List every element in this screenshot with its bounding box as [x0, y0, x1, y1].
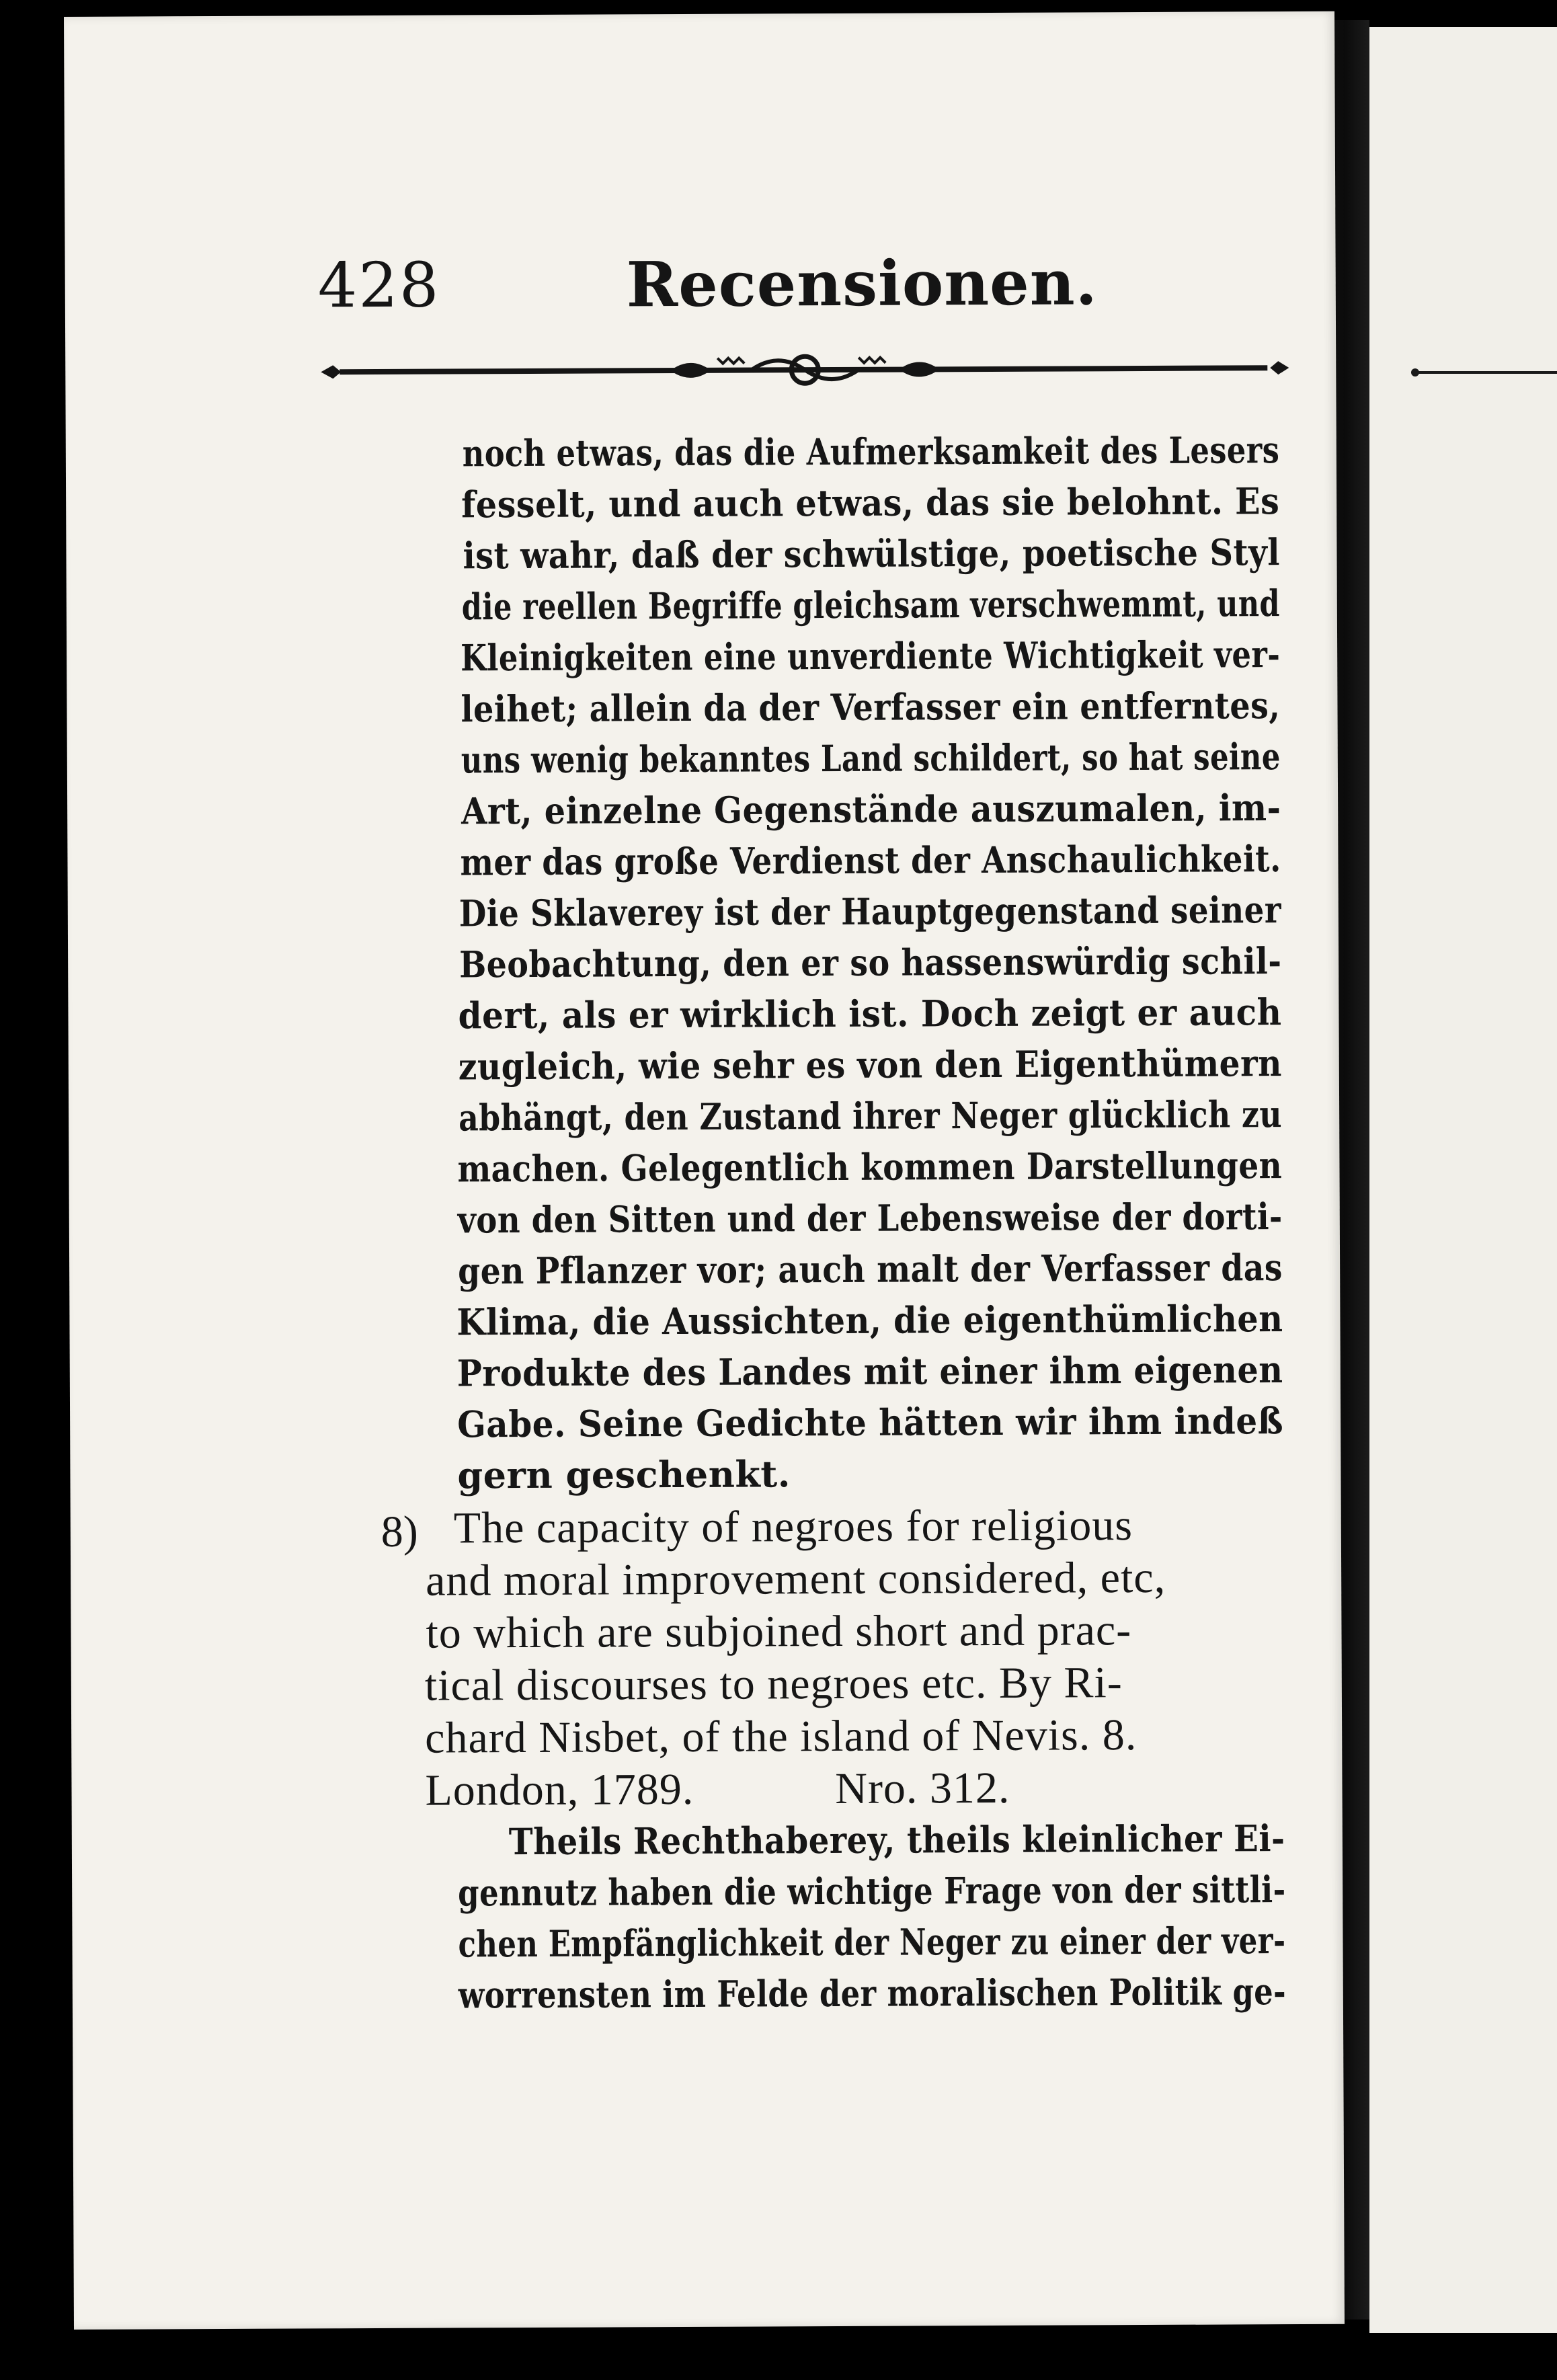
page-body [64, 11, 1345, 2330]
text-line: Art, einzelne Gegenstände auszumalen, im- [461, 786, 1281, 833]
text-line: chen Empfänglichkeit der Neger zu einer der ver- [458, 1919, 1286, 1966]
page-number: 428 [317, 249, 440, 322]
text-line: worrensten im Felde der moralischen Politik ge- [458, 1970, 1287, 2017]
entry-number: 8) [381, 1507, 418, 1556]
title-line: tical discourses to negroes etc. By Ri- [424, 1658, 1123, 1710]
text-line: dert, als er wirklich ist. Doch zeigt er auch [458, 990, 1282, 1037]
title-line: chard Nisbet, of the island of Nevis. 8. [425, 1710, 1137, 1763]
title-line: The capacity of negroes for religious [453, 1501, 1133, 1553]
text-line: von den Sitten und der Lebensweise der dorti- [457, 1195, 1283, 1242]
running-head: Recensionen. [626, 246, 1098, 321]
text-line: Klima, die Aussichten, die eigenthümlichen [456, 1297, 1283, 1344]
text-line: Produkte des Landes mit einer ihm eigenen [456, 1348, 1283, 1395]
text-line: machen. Gelegentlich kommen Darstellungen [457, 1144, 1283, 1191]
text-line: uns wenig bekanntes Land schildert, so hat seine [461, 735, 1281, 782]
title-line: London, 1789. Nro. 312. [425, 1763, 1010, 1815]
facing-page-ornament-rule [1410, 368, 1557, 376]
text-line: ist wahr, daß der schwülstige, poetische Styl [463, 530, 1281, 578]
title-line: to which are subjoined short and prac- [426, 1605, 1132, 1658]
text-line: fesselt, und auch etwas, das sie belohnt. Es [461, 479, 1280, 526]
text-line: zugleich, wie sehr es von den Eigenthümern [458, 1041, 1283, 1088]
facing-page-edge [1369, 27, 1557, 2333]
text-line: abhängt, den Zustand ihrer Neger glücklich zu [458, 1093, 1283, 1140]
text-line: noch etwas, das die Aufmerksamkeit des Lesers [462, 428, 1280, 475]
text-line: Beobachtung, den er so hassenswürdig schil- [459, 939, 1282, 986]
text-line: gern geschenkt. [457, 1452, 791, 1497]
book-page [64, 11, 1345, 2330]
text-line: mer das große Verdienst der Anschaulichkeit. [460, 837, 1281, 884]
text-line: gen Pflanzer vor; auch malt der Verfasser das [458, 1246, 1283, 1293]
text-line: Kleinigkeiten eine unverdiente Wichtigkeit ver- [461, 633, 1281, 680]
title-line: and moral improvement considered, etc, [425, 1552, 1166, 1605]
text-line: die reellen Begriffe gleichsam verschwemmt, und [461, 582, 1281, 629]
text-line: gennutz haben die wichtige Frage von der sittli- [458, 1868, 1286, 1915]
text-line: Gabe. Seine Gedichte hätten wir ihm indeß [457, 1399, 1284, 1446]
text-line: leihet; allein da der Verfasser ein entferntes, [461, 684, 1281, 731]
text-line: Die Sklaverey ist der Hauptgegenstand seiner [458, 888, 1281, 935]
text-line: Theils Rechthaberey, theils kleinlicher Ei- [508, 1817, 1285, 1864]
